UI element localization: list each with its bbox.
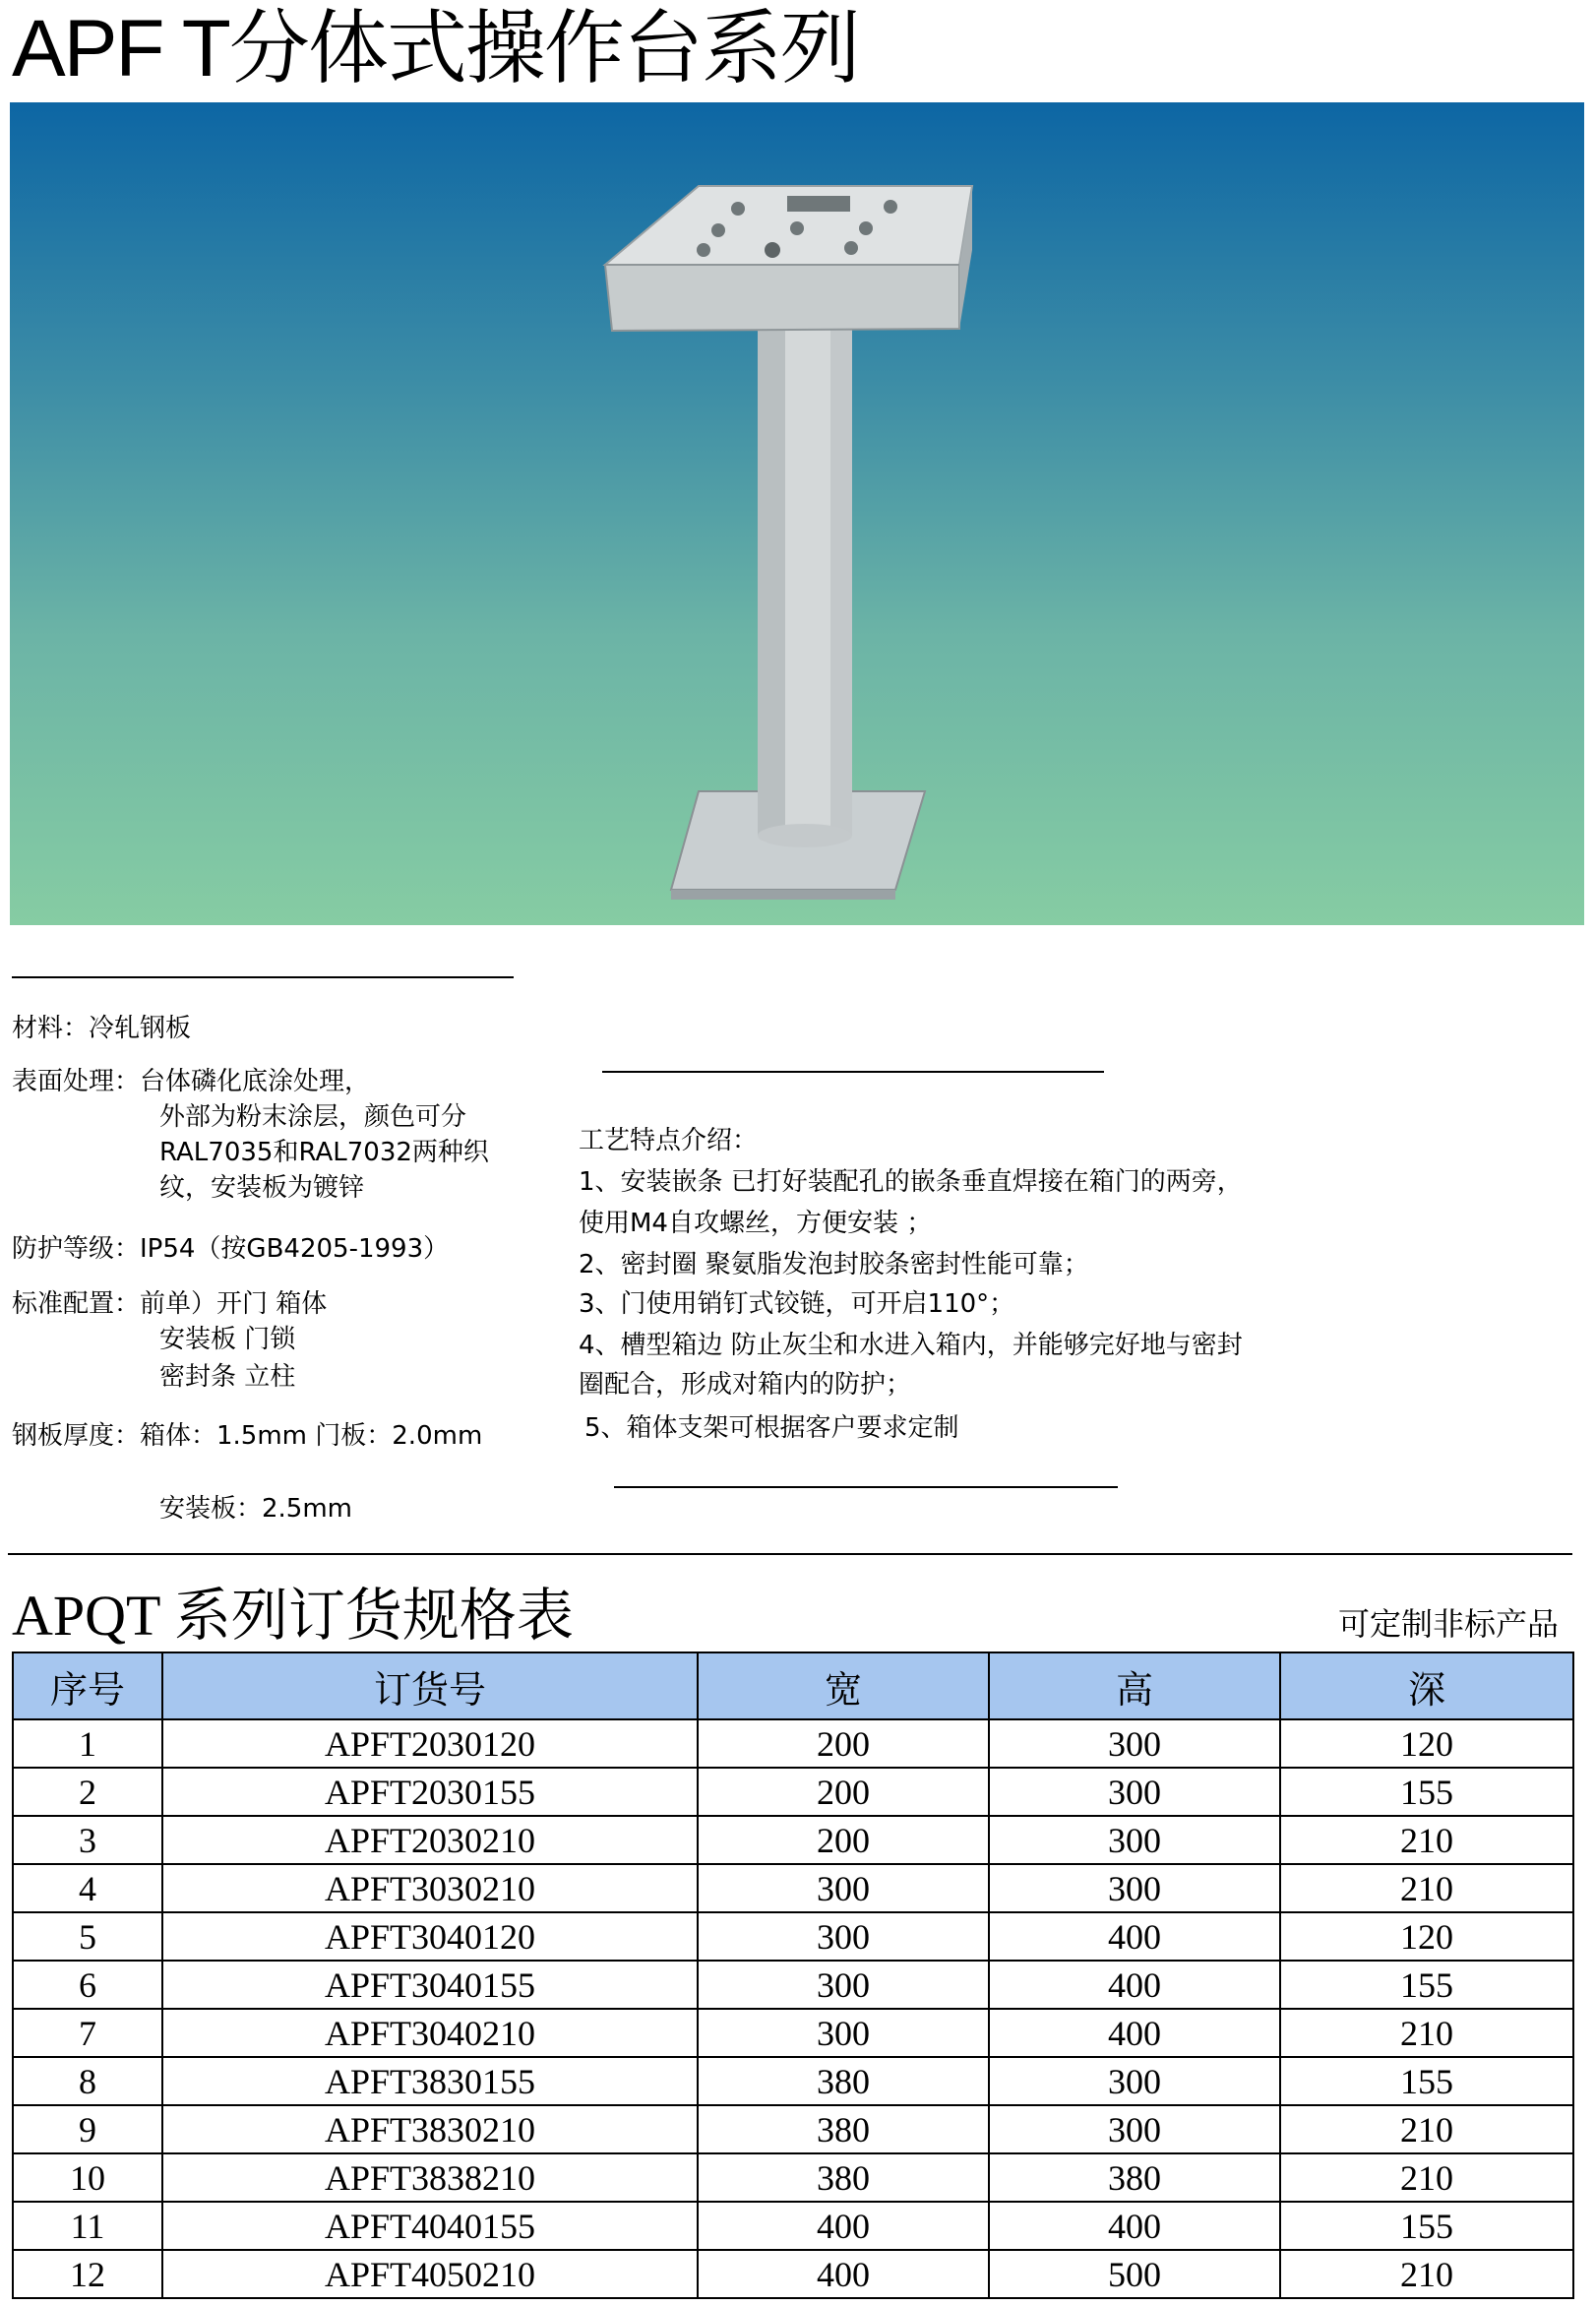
cell-width: 400 xyxy=(698,2250,989,2298)
cell-depth: 155 xyxy=(1280,2202,1573,2250)
cell-depth: 210 xyxy=(1280,2153,1573,2202)
cell-height: 400 xyxy=(989,2202,1280,2250)
surface-line-2: 外部为粉末涂层，颜色可分 xyxy=(159,1102,467,1132)
cell-height: 400 xyxy=(989,1961,1280,2009)
cell-width: 380 xyxy=(698,2105,989,2153)
cell-index: 3 xyxy=(13,1816,162,1864)
cell-order-number: APFT2030155 xyxy=(162,1768,698,1816)
thickness-line-1: 钢板厚度：箱体：1.5mm 门板：2.0mm xyxy=(12,1421,483,1451)
cell-index: 11 xyxy=(13,2202,162,2250)
cell-depth: 210 xyxy=(1280,2105,1573,2153)
cell-height: 400 xyxy=(989,1912,1280,1961)
material-line: 材料：冷轧钢板 xyxy=(12,1014,192,1043)
divider-full xyxy=(8,1553,1572,1555)
cell-index: 8 xyxy=(13,2057,162,2105)
cell-height: 300 xyxy=(989,1864,1280,1912)
cell-height: 300 xyxy=(989,2057,1280,2105)
header-width: 宽 xyxy=(698,1652,989,1719)
divider-right-bottom xyxy=(614,1486,1118,1488)
cell-index: 9 xyxy=(13,2105,162,2153)
table-row xyxy=(13,2057,1573,2105)
protection-line: 防护等级：IP54（按GB4205-1993） xyxy=(12,1234,450,1264)
cell-height: 380 xyxy=(989,2153,1280,2202)
table-row xyxy=(13,1864,1573,1912)
cell-index: 7 xyxy=(13,2009,162,2057)
header-index: 序号 xyxy=(13,1652,162,1719)
feature-line-1: 1、安装嵌条 已打好装配孔的嵌条垂直焊接在箱门的两旁， xyxy=(579,1167,1243,1197)
cell-depth: 210 xyxy=(1280,2250,1573,2298)
surface-line-4: 纹，安装板为镀锌 xyxy=(159,1173,365,1203)
cell-depth: 155 xyxy=(1280,2057,1573,2105)
table-row xyxy=(13,2250,1573,2298)
table-row xyxy=(13,1816,1573,1864)
cell-order-number: APFT3030210 xyxy=(162,1864,698,1912)
surface-line-3: RAL7035和RAL7032两种织 xyxy=(159,1138,489,1167)
surface-line-1: 表面处理：台体磷化底涂处理， xyxy=(12,1067,371,1096)
table-title: APQT 系列订货规格表 xyxy=(12,1584,574,1648)
config-line-1: 标准配置：前单）开门 箱体 xyxy=(12,1289,328,1319)
cell-width: 300 xyxy=(698,1961,989,2009)
cell-depth: 210 xyxy=(1280,1864,1573,1912)
cell-depth: 155 xyxy=(1280,1961,1573,2009)
cell-order-number: APFT3838210 xyxy=(162,2153,698,2202)
cell-order-number: APFT4040155 xyxy=(162,2202,698,2250)
cell-width: 300 xyxy=(698,1864,989,1912)
cell-order-number: APFT3830210 xyxy=(162,2105,698,2153)
table-row xyxy=(13,1912,1573,1961)
cell-index: 10 xyxy=(13,2153,162,2202)
features-heading: 工艺特点介绍： xyxy=(579,1126,759,1155)
cell-depth: 155 xyxy=(1280,1768,1573,1816)
cell-order-number: APFT2030120 xyxy=(162,1719,698,1768)
cell-depth: 210 xyxy=(1280,1816,1573,1864)
cell-width: 300 xyxy=(698,2009,989,2057)
cell-order-number: APFT4050210 xyxy=(162,2250,698,2298)
cell-height: 300 xyxy=(989,1719,1280,1768)
cell-width: 200 xyxy=(698,1768,989,1816)
cell-height: 400 xyxy=(989,2009,1280,2057)
config-line-2: 安装板 门锁 xyxy=(159,1325,296,1354)
cell-index: 2 xyxy=(13,1768,162,1816)
header-height: 高 xyxy=(989,1652,1280,1719)
cell-width: 380 xyxy=(698,2153,989,2202)
cell-height: 300 xyxy=(989,1768,1280,1816)
page-title: APF T分体式操作台系列 xyxy=(12,4,859,93)
order-spec-table xyxy=(12,1652,1574,2299)
divider-right-top xyxy=(602,1071,1104,1073)
custom-product-note: 可定制非标产品 xyxy=(1338,1606,1560,1642)
feature-line-6: 圈配合，形成对箱内的防护； xyxy=(579,1370,912,1400)
table-row xyxy=(13,2202,1573,2250)
thickness-line-2: 安装板：2.5mm xyxy=(159,1494,353,1524)
feature-line-5: 4、槽型箱边 防止灰尘和水进入箱内，并能够完好地与密封 xyxy=(579,1331,1243,1360)
cell-order-number: APFT3040155 xyxy=(162,1961,698,2009)
table-row xyxy=(13,1719,1573,1768)
feature-line-7: 5、箱体支架可根据客户要求定制 xyxy=(584,1413,959,1443)
product-photo xyxy=(10,102,1584,925)
cell-depth: 210 xyxy=(1280,2009,1573,2057)
feature-line-4: 3、门使用销钉式铰链，可开启110°； xyxy=(579,1289,1015,1319)
table-header-row xyxy=(13,1652,1573,1719)
feature-line-2: 使用M4自攻螺丝，方便安装 ； xyxy=(579,1209,933,1238)
cell-order-number: APFT2030210 xyxy=(162,1816,698,1864)
cell-height: 300 xyxy=(989,1816,1280,1864)
cell-height: 500 xyxy=(989,2250,1280,2298)
cell-width: 400 xyxy=(698,2202,989,2250)
table-row xyxy=(13,2009,1573,2057)
cell-index: 6 xyxy=(13,1961,162,2009)
header-order-number: 订货号 xyxy=(162,1652,698,1719)
cell-order-number: APFT3040210 xyxy=(162,2009,698,2057)
cell-height: 300 xyxy=(989,2105,1280,2153)
cell-depth: 120 xyxy=(1280,1912,1573,1961)
table-row xyxy=(13,1768,1573,1816)
table-row xyxy=(13,1961,1573,2009)
cell-width: 380 xyxy=(698,2057,989,2105)
cell-index: 12 xyxy=(13,2250,162,2298)
feature-line-3: 2、密封圈 聚氨脂发泡封胶条密封性能可靠； xyxy=(579,1250,1089,1279)
cell-width: 300 xyxy=(698,1912,989,1961)
cell-width: 200 xyxy=(698,1719,989,1768)
config-line-3: 密封条 立柱 xyxy=(159,1362,296,1392)
console-stand-illustration xyxy=(10,102,1584,925)
cell-index: 4 xyxy=(13,1864,162,1912)
header-depth: 深 xyxy=(1280,1652,1573,1719)
table-row xyxy=(13,2153,1573,2202)
cell-depth: 120 xyxy=(1280,1719,1573,1768)
cell-index: 1 xyxy=(13,1719,162,1768)
cell-index: 5 xyxy=(13,1912,162,1961)
cell-order-number: APFT3830155 xyxy=(162,2057,698,2105)
cell-width: 200 xyxy=(698,1816,989,1864)
divider-left-top xyxy=(12,976,514,978)
cell-order-number: APFT3040120 xyxy=(162,1912,698,1961)
table-row xyxy=(13,2105,1573,2153)
